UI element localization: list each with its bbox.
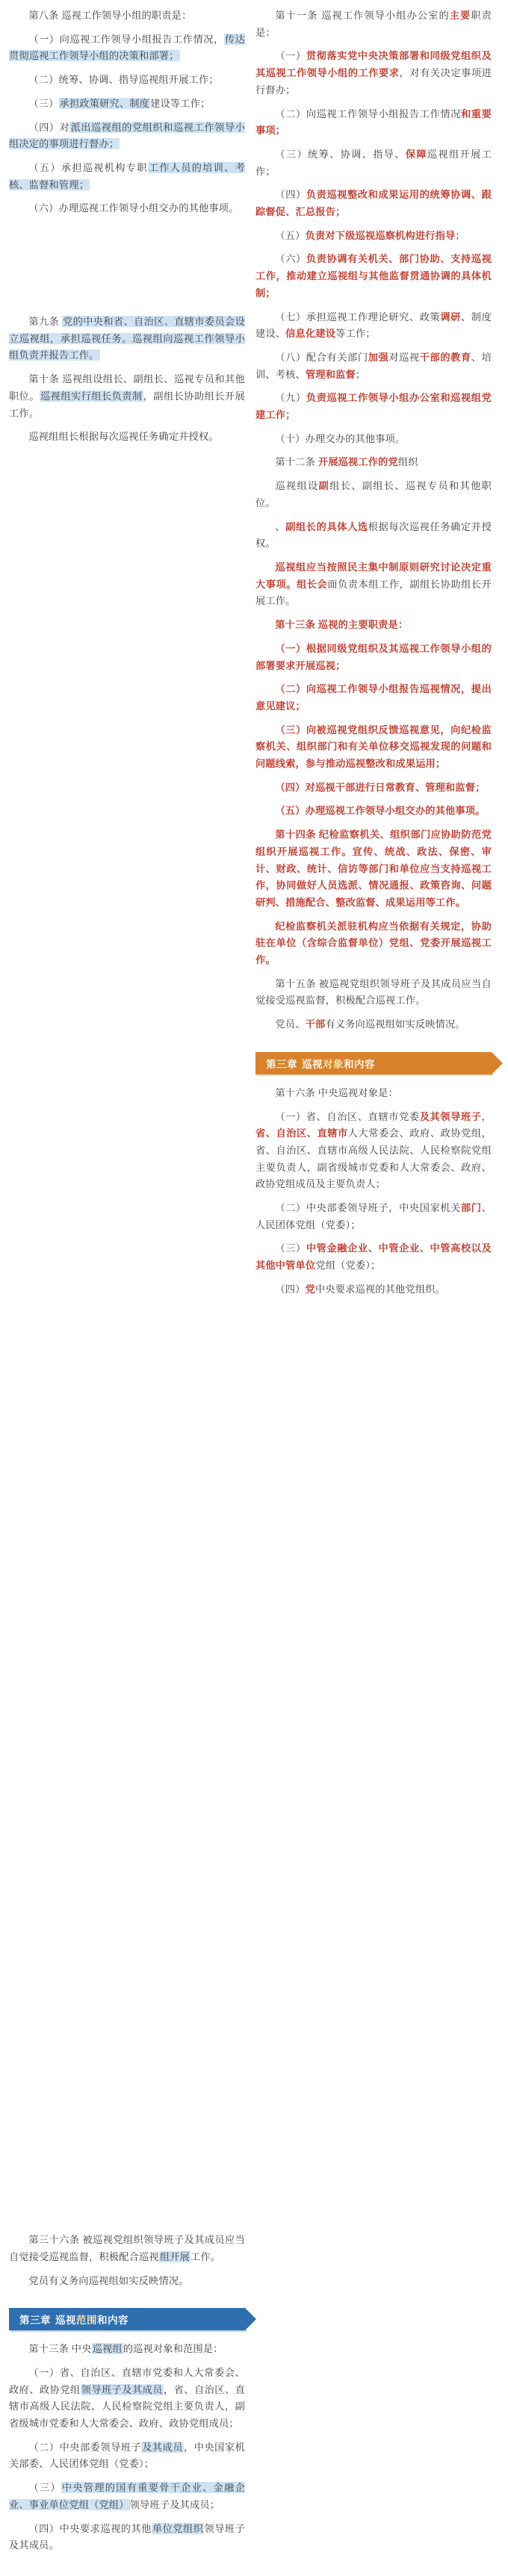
emphasis-red: 党	[305, 1283, 315, 1295]
paragraph-r-art13-2	[255, 681, 492, 715]
paragraph-r-art12c: 、副组长的具体人选根据每次巡视任务确定并授权。	[255, 520, 492, 550]
emphasis-red: （一）根据同级党组织及其巡视工作领导小组的部署要求开展巡视；	[255, 642, 492, 671]
emphasis-red: 部门	[460, 1202, 482, 1214]
emphasis-red: 省、自治区、直辖市	[255, 1127, 348, 1139]
paragraph-art8-1: （一）向巡视工作领导小组报告工作情况，传达贯彻巡视工作领导小组的决策和部署；	[9, 33, 245, 62]
paragraph-art13: 第十三条 中央巡视组的巡视对象和范围是：	[28, 2343, 223, 2355]
emphasis-red: 信息化建设	[285, 328, 336, 340]
highlight-blue: 中央管理的国有重要骨干企业、金融企业、事业单位党组（党组）	[9, 2482, 245, 2510]
emphasis-red: 保障	[405, 148, 427, 160]
chapter-title-highlight-left: 范围	[76, 2315, 97, 2327]
emphasis-red: 中管金融企业、中管企业、中管高校以及其他中管单位	[255, 1242, 492, 1272]
highlight-blue: 巡视组实行组长负责制	[40, 390, 143, 402]
emphasis-red: 负责巡视工作领导小组办公室和巡视组党建工作；	[255, 392, 492, 421]
paragraph-art8-5: （五）承担巡视机构专职工作人员的培训、考核、监督和管理；	[9, 161, 245, 190]
paragraph-art13-2: （二）中央部委领导班子及其成员，中央国家机关部委、人民团体党组（党委）；	[9, 2441, 245, 2470]
chapter-ribbon-left	[9, 2308, 245, 2330]
paragraph-r-art15: 第十五条 被巡视党组织领导班子及其成员应当自觉接受巡视监督，积极配合巡视工作。	[255, 977, 492, 1007]
paragraph-r-art11-8: （八）配合有关部门加强对巡视干部的教育、培训、考核、管理和监督；	[255, 351, 492, 380]
paragraph-r-art11-2: （二）向巡视工作领导小组报告工作情况和重要事项；	[255, 108, 492, 137]
emphasis-red: （四）对巡视干部进行日常教育、管理和监督；	[275, 781, 486, 793]
paragraph-r-art11-5: （五）负责对下级巡视巡察机构进行指导；	[275, 229, 465, 241]
highlight-blue: 单位党组织	[152, 2522, 204, 2534]
paragraph-r-art16-4: （四）党中央要求巡视的其他党组织。	[275, 1283, 445, 1295]
paragraph-r-art11-4: （四）负责巡视整改和成果运用的统筹协调、跟踪督促、汇总报告；	[255, 189, 492, 218]
paragraph-art9: 第九条 党的中央和省、自治区、直辖市委员会设立巡视组，承担巡视任务。巡视组向巡视工作领导小组负责并报告工作。	[9, 316, 245, 361]
highlight-blue: 派出巡视组的党组织和巡视工作领导小组决定的事项进行督办；	[9, 121, 245, 150]
emphasis-red: 巡视组应当按照民主集中制原则研究讨论决定重大事项。组长会	[255, 561, 492, 590]
chapter-number-left: 第三章	[19, 2315, 51, 2327]
emphasis-red: 副组长的具体人选	[285, 520, 368, 532]
chapter-title-after-right: 和内容	[344, 1058, 375, 1070]
paragraph-art8-3: （三）承担政策研究、制度建设等工作；	[28, 97, 211, 109]
chapter-title-after-left: 和内容	[97, 2315, 128, 2327]
emphasis-red: 第十三条 巡视的主要职责是：	[275, 619, 409, 631]
paragraph-r-art16-1: （一）省、自治区、直辖市党委及其领导班子，省、自治区、直辖市人大常委会、政府、政协党组，省、自治区、直辖市高级人民法院、人民检察院党组主要负责人，副省级城市党委和人大常委会、政府、政协党组成员及主要负责人；	[255, 1110, 492, 1190]
emphasis-red: 干部的教育	[419, 351, 471, 363]
paragraph-art10b: 巡视组组长根据每次巡视任务确定并授权。	[28, 431, 219, 443]
paragraph-art13-1: （一）省、自治区、直辖市党委和人大常委会、政府、政协党组领导班子及其成员，省、自治区、直辖市高级人民法院、人民检察院党组主要负责人，副省级城市党委和人大常委会、政府、政协党组成员；	[9, 2366, 245, 2430]
column-gap	[9, 224, 245, 314]
paragraph-r-art12b: 巡视组设副组长、副组长、巡视专员和其他职位。	[255, 480, 492, 508]
paragraph-r-art14	[255, 827, 492, 912]
emphasis-red: 加强	[368, 351, 389, 363]
paragraph-r-art11-6: （六）负责协调有关机关、部门协助、支持巡视工作，推动建立巡视组与其他监督贯通协调的具体机制；	[255, 253, 492, 299]
chapter-title-before-left: 巡视	[55, 2315, 76, 2327]
emphasis-red: 负责巡视整改和成果运用的统筹协调、跟踪督促、汇总报告；	[255, 189, 492, 218]
emphasis-red: 及其领导班子	[419, 1110, 482, 1122]
highlight-blue: 承担政策研究、制度	[59, 97, 150, 109]
emphasis-red: 管理和监督	[305, 368, 356, 380]
highlight-blue: 工作人员的培训、考核、监督和管理；	[9, 161, 245, 190]
paragraph-r-art11: 第十一条 巡视工作领导小组办公室的主要职责是：	[255, 10, 492, 38]
paragraph-r-art12: 第十二条 开展巡视工作的党组织	[275, 456, 418, 468]
highlight-blue: 传达贯彻巡视工作领导小组的决策和部署；	[9, 33, 245, 62]
emphasis-red: 开展巡视工作的党	[318, 456, 398, 468]
left-column	[9, 7, 245, 2561]
paragraph-r-art14b	[255, 918, 492, 969]
emphasis-red: 和重要事项；	[255, 108, 492, 137]
paragraph-art36b: 党员有义务向巡视组如实反映情况。	[28, 2274, 189, 2286]
paragraph-r-art11-9: （九）负责巡视工作领导小组办公室和巡视组党建工作；	[255, 392, 492, 421]
paragraph-art36: 第三十六条 被巡视党组织领导班子及其成员应当自觉接受巡视监督，积极配合巡视组开展工作。	[9, 2234, 245, 2262]
chapter-title-highlight-right: 对象	[323, 1058, 344, 1070]
emphasis-red: 调研	[440, 311, 461, 323]
paragraph-art10: 第十条 巡视组设组长、副组长、巡视专员和其他职位。巡视组实行组长负责制，副组长协助组长开展工作。	[9, 373, 246, 419]
paragraph-r-art11-1: （一）贯彻落实党中央决策部署和同级党组织及其巡视工作领导小组的工作要求，对有关决定事项进行督办；	[255, 50, 492, 96]
chapter-title-before-right: 巡视	[302, 1058, 323, 1070]
paragraph-r-art13-1	[255, 641, 492, 674]
emphasis-red: 负责对下级巡视巡察机构进行指导	[305, 229, 456, 241]
paragraph-r-art11-7: （七）承担巡视工作理论研究、政策调研、制度建设、信息化建设等工作；	[255, 311, 492, 340]
emphasis-red: 负责协调有关机关、部门协助、支持巡视工作，推动建立巡视组与其他监督贯通协调的具体机制；	[255, 253, 492, 299]
highlight-blue: 组开展	[159, 2250, 190, 2262]
column-flex-gap	[9, 452, 245, 2232]
emphasis-red: （三）向被巡视党组织反馈巡视意见，向纪检监察机关、组织部门和有关单位移交巡视发现的问题和问题线索，参与推动巡视整改和成果运用；	[255, 724, 492, 770]
highlight-blue: 及其成员	[142, 2441, 184, 2453]
paragraph-r-art16-3: （三）中管金融企业、中管企业、中管高校以及其他中管单位党组（党委）；	[255, 1242, 492, 1272]
paragraph-r-art15b: 党员、干部有义务向巡视组如实反映情况。	[275, 1018, 465, 1030]
paragraph-r-art13-3	[255, 722, 492, 773]
paragraph-art8: 第八条 巡视工作领导小组的职责是：	[28, 10, 192, 21]
highlight-blue: 党的中央和省、自治区、直辖市委员会设立巡视组，承担巡视任务。巡视组向巡视工作领导小组负责并报告工作。	[9, 316, 245, 361]
emphasis-red: 贯彻落实党中央决策部署和同级党组织及其巡视工作领导小组的工作要求	[255, 50, 492, 79]
paragraph-r-art13-5	[255, 803, 492, 820]
right-column	[255, 7, 492, 2561]
highlight-blue: 巡视组	[92, 2343, 123, 2355]
paragraph-r-art13-4	[255, 780, 492, 797]
emphasis-red: 副	[318, 480, 330, 492]
paragraph-r-art13	[255, 617, 492, 634]
emphasis-red: （二）向巡视工作领导小组报告巡视情况，提出意见建议；	[255, 683, 492, 712]
chapter-ribbon-right	[255, 1052, 492, 1074]
emphasis-red: （五）办理巡视工作领导小组交办的其他事项。	[275, 805, 486, 817]
paragraph-art8-6: （六）办理巡视工作领导小组交办的其他事项。	[28, 202, 239, 214]
paragraph-art8-2: （二）统筹、协调、指导巡视组开展工作；	[28, 74, 219, 86]
paragraph-r-art16-2: （二）中央部委领导班子，中央国家机关部门、人民团体党组（党委）；	[255, 1202, 492, 1231]
emphasis-red: 第十四条 纪检监察机关、组织部门应协助防范党组织开展巡视工作。宣传、统战、政法、保密、审计、财政、统计、信访等部门和单位应当支持巡视工作，协同做好人员选派、情况通报、政策咨询、问题研判、措施配合、整改监督、成果运用等工作。	[255, 829, 492, 908]
paragraph-art13-4: （四）中央要求巡视的其他单位党组织领导班子及其成员。	[9, 2522, 246, 2551]
emphasis-red: 干部	[305, 1018, 326, 1030]
emphasis-red: 纪检监察机关派驻机构应当依据有关规定，协助驻在单位（含综合监督单位）党组、党委开展巡视工作。	[255, 920, 492, 966]
highlight-blue: 领导班子及其成员	[81, 2383, 163, 2395]
paragraph-r-art11-3: （三）统筹、协调、指导、保障巡视组开展工作；	[255, 148, 492, 177]
paragraph-art8-4: （四）对派出巡视组的党组织和巡视工作领导小组决定的事项进行督办；	[9, 121, 245, 150]
chapter-number-right: 第三章	[266, 1058, 297, 1070]
paragraph-r-art16: 第十六条 中央巡视对象是：	[275, 1086, 398, 1098]
paragraph-r-art12d: 巡视组应当按照民主集中制原则研究讨论决定重大事项。组长会面负责本组工作，副组长协助组长开展工作。	[255, 561, 492, 607]
paragraph-art13-3: （三）中央管理的国有重要骨干企业、金融企业、事业单位党组（党组）领导班子及其成员；	[9, 2482, 245, 2510]
emphasis-red: 主要	[449, 10, 471, 21]
paragraph-r-art11-10: （十）办理交办的其他事项。	[275, 432, 406, 444]
